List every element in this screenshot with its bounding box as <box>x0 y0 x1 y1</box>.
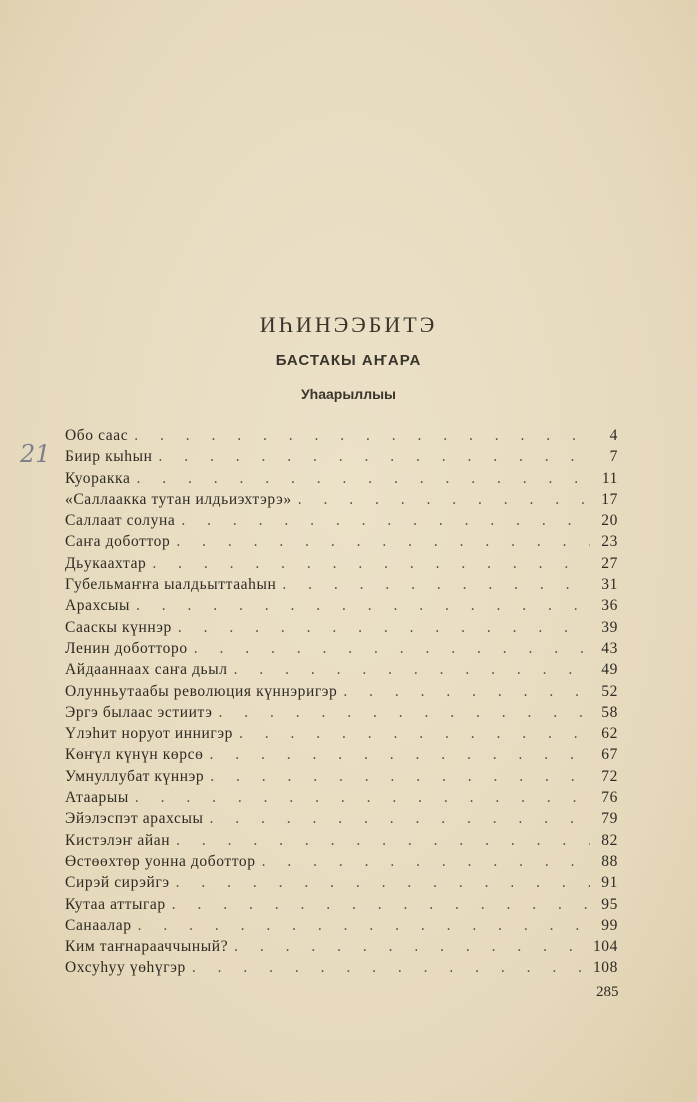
entry-title: Өстөөхтөр уонна доботтор <box>65 852 256 870</box>
toc-entry <box>65 746 618 767</box>
entry-page: 108 <box>592 959 618 977</box>
entry-page: 76 <box>601 789 618 807</box>
toc-entry <box>65 512 618 533</box>
toc-entry <box>65 427 618 448</box>
entry-title: Умнуллубат күннэр <box>65 767 205 785</box>
entry-title: Ким таҥнарааччыный? <box>65 938 229 956</box>
dot-leader <box>176 874 590 892</box>
entry-title: Үлэһит норуот иннигэр <box>65 725 233 743</box>
entry-page: 23 <box>601 533 618 551</box>
dot-leader <box>219 704 590 722</box>
dot-leader <box>135 789 590 807</box>
toc-entry <box>65 725 618 746</box>
dot-leader <box>159 448 590 466</box>
toc-entry <box>65 470 618 491</box>
dot-leader <box>134 427 590 445</box>
dot-leader <box>343 683 590 701</box>
entry-title: Куоракка <box>65 469 131 487</box>
entry-title: Саҥа доботтор <box>65 533 171 551</box>
entry-title: Айдааннаах саҥа дьыл <box>65 661 228 679</box>
table-of-contents <box>65 427 618 981</box>
entry-page: 88 <box>601 852 618 870</box>
dot-leader <box>178 619 590 637</box>
toc-entry <box>65 938 618 959</box>
dot-leader <box>298 491 590 509</box>
entry-page: 31 <box>601 576 618 594</box>
toc-entry <box>65 533 618 554</box>
entry-title: Охсуһуу үөһүгэр <box>65 959 186 977</box>
toc-entry <box>65 874 618 895</box>
dot-leader <box>181 512 590 530</box>
entry-title: Санаалар <box>65 916 132 934</box>
entry-page: 17 <box>601 490 618 508</box>
dot-leader <box>176 832 590 850</box>
entry-title: Дьукаахтар <box>65 554 147 572</box>
dot-leader <box>172 896 590 914</box>
entry-title: Кутаа аттыгар <box>65 895 166 913</box>
dot-leader <box>282 576 590 594</box>
dot-leader <box>136 470 590 488</box>
page-number: 285 <box>596 984 619 1000</box>
entry-title: Эйэлэспэт арахсыы <box>65 810 204 828</box>
toc-entry <box>65 917 618 938</box>
toc-entry <box>65 576 618 597</box>
toc-entry <box>65 832 618 853</box>
entry-title: Саллаат солуна <box>65 512 176 530</box>
entry-page: 11 <box>601 469 618 487</box>
entry-title: Биир кыһын <box>65 448 153 466</box>
toc-entry <box>65 768 618 789</box>
dot-leader <box>209 810 590 828</box>
entry-page: 99 <box>601 916 618 934</box>
entry-page: 62 <box>601 725 618 743</box>
toc-entry <box>65 896 618 917</box>
entry-title: Олунньутаабы революция күннэригэр <box>65 682 338 700</box>
contents-heading: ИҺИНЭЭБИТЭ <box>259 312 438 337</box>
entry-page: 4 <box>609 427 618 444</box>
dot-leader <box>176 533 590 551</box>
toc-entry <box>65 683 618 704</box>
entry-page: 43 <box>601 639 618 657</box>
entry-title: Губельмаҥҥа ыалдьыттааһын <box>65 576 277 594</box>
entry-page: 49 <box>601 661 618 679</box>
entry-page: 91 <box>601 874 618 892</box>
toc-entry <box>65 661 618 682</box>
entry-page: 36 <box>601 597 618 615</box>
toc-entry <box>65 853 618 874</box>
dot-leader <box>262 853 590 871</box>
toc-entry <box>65 789 618 810</box>
entry-title: Эргэ былаас эстиитэ <box>65 703 213 721</box>
entry-page: 20 <box>601 512 618 530</box>
entry-page: 72 <box>601 767 618 785</box>
toc-entry <box>65 448 618 469</box>
toc-entry <box>65 619 618 640</box>
toc-entry <box>65 491 618 512</box>
toc-entry <box>65 640 618 661</box>
entry-title: Ленин доботторо <box>65 639 188 657</box>
handwritten-note: 21 <box>20 440 51 468</box>
dot-leader <box>194 640 590 658</box>
dot-leader <box>138 917 590 935</box>
entry-title: Обо саас <box>65 427 129 444</box>
entry-page: 27 <box>601 554 618 572</box>
dot-leader <box>192 959 587 977</box>
toc-entry <box>65 959 618 980</box>
toc-entry <box>65 597 618 618</box>
dot-leader <box>239 725 590 743</box>
entry-page: 104 <box>592 938 618 956</box>
toc-entry <box>65 704 618 725</box>
entry-page: 95 <box>601 895 618 913</box>
dot-leader <box>136 597 590 615</box>
entry-title: Көҥүл күнүн көрсө <box>65 746 204 764</box>
dot-leader <box>209 746 590 764</box>
entry-title: Арахсыы <box>65 597 131 615</box>
section-heading: Уһаарыллыы <box>300 386 397 402</box>
entry-title: «Саллаакка тутан илдьиэхтэрэ» <box>65 490 292 508</box>
entry-page: 7 <box>609 448 618 466</box>
entry-page: 52 <box>601 682 618 700</box>
dot-leader <box>152 555 590 573</box>
entry-page: 79 <box>601 810 618 828</box>
dot-leader <box>234 661 590 679</box>
entry-page: 67 <box>601 746 618 764</box>
entry-title: Сирэй сирэйгэ <box>65 874 170 892</box>
entry-title: Кистэлэҥ айан <box>65 831 171 849</box>
part-heading: БАСТАКЫ АҤАРА <box>275 352 422 369</box>
entry-title: Атаарыы <box>65 789 129 807</box>
dot-leader <box>234 938 587 956</box>
dot-leader <box>210 768 590 786</box>
entry-page: 39 <box>601 618 618 636</box>
entry-page: 58 <box>601 703 618 721</box>
toc-entry <box>65 810 618 831</box>
entry-title: Сааскы күннэр <box>65 618 172 636</box>
entry-page: 82 <box>601 831 618 849</box>
toc-entry <box>65 555 618 576</box>
